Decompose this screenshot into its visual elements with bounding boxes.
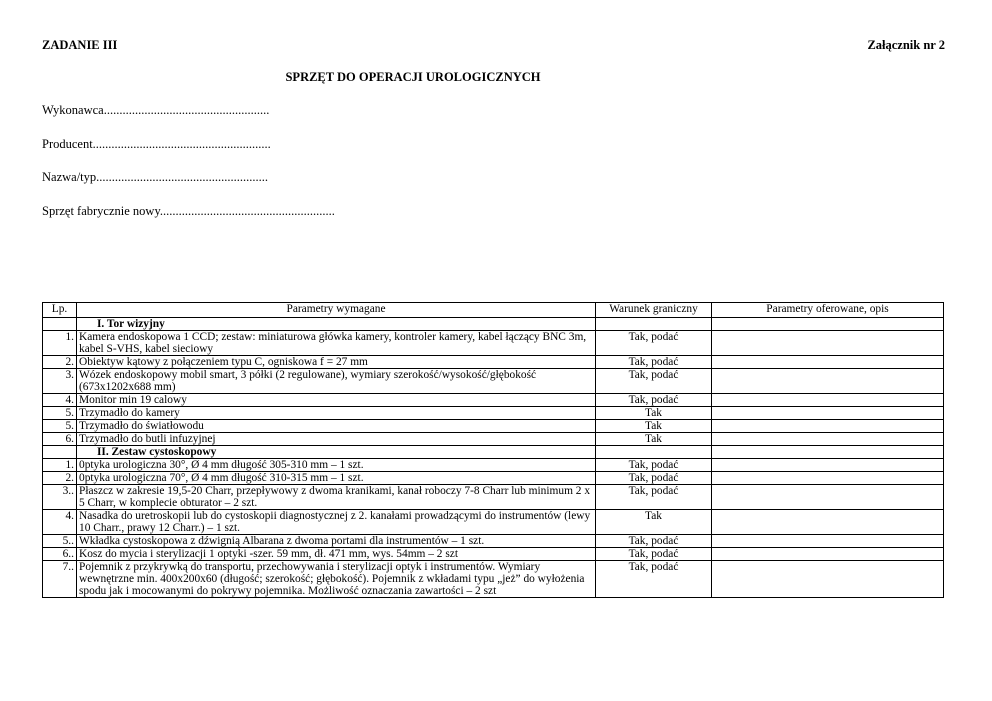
row-number: 6.	[43, 433, 77, 446]
row-offered-input[interactable]	[712, 369, 944, 394]
row-parameter: Nasadka do uretroskopii lub do cystoskopii diagnostycznej z 2. kanałami prowadzącymi do instrumentów (lewy 10 Charr., prawy 12 Charr.) – 1 szt.	[77, 510, 596, 535]
row-offered-input[interactable]	[712, 420, 944, 433]
row-number: 4.	[43, 510, 77, 535]
row-condition: Tak, podać	[596, 331, 712, 356]
row-parameter: Wózek endoskopowy mobil smart, 3 półki (2 regulowane), wymiary szerokość/wysokość/głębokość (673x1202x688 mm)	[77, 369, 596, 394]
section-lp-cell	[43, 446, 77, 459]
table-row	[43, 356, 944, 369]
row-condition: Tak, podać	[596, 535, 712, 548]
section-header-row	[43, 318, 944, 331]
row-offered-input[interactable]	[712, 356, 944, 369]
table-row	[43, 407, 944, 420]
row-offered-input[interactable]	[712, 459, 944, 472]
col-header-lp: Lp.	[43, 303, 77, 318]
row-parameter: Kamera endoskopowa 1 CCD; zestaw: miniaturowa główka kamery, kontroler kamery, kabel łączący BNC 3m, kabel S-VHS, kabel sieciowy	[77, 331, 596, 356]
row-number: 3.	[43, 369, 77, 394]
row-condition: Tak	[596, 407, 712, 420]
row-offered-input[interactable]	[712, 433, 944, 446]
row-number: 5.	[43, 407, 77, 420]
producer-field: Producent.........................................................	[42, 137, 271, 151]
row-condition: Tak	[596, 433, 712, 446]
task-label: ZADANIE III	[42, 38, 118, 52]
row-condition: Tak, podać	[596, 548, 712, 561]
table-row	[43, 510, 944, 535]
attachment-label: Załącznik nr 2	[867, 38, 945, 52]
row-condition: Tak, podać	[596, 394, 712, 407]
row-number: 7..	[43, 561, 77, 598]
new-equipment-field: Sprzęt fabrycznie nowy........................................................	[42, 204, 335, 218]
table-row	[43, 459, 944, 472]
equipment-spec-table	[42, 302, 944, 598]
row-offered-input[interactable]	[712, 472, 944, 485]
table-row	[43, 561, 944, 598]
row-offered-input[interactable]	[712, 535, 944, 548]
table-row	[43, 394, 944, 407]
col-header-params: Parametry wymagane	[77, 303, 596, 318]
col-header-condition: Warunek graniczny	[596, 303, 712, 318]
row-offered-input[interactable]	[712, 485, 944, 510]
table-row	[43, 420, 944, 433]
row-number: 5.	[43, 420, 77, 433]
row-condition: Tak, podać	[596, 485, 712, 510]
document-title: SPRZĘT DO OPERACJI UROLOGICZNYCH	[285, 70, 541, 84]
row-parameter: Obiektyw kątowy z połączeniem typu C, ogniskowa f = 27 mm	[77, 356, 596, 369]
row-parameter: Pojemnik z przykrywką do transportu, przechowywania i sterylizacji optyk i instrumentów. Wymiary wewnętrzne min. 400x200x60 (długość; szerokość; głębokość). Pojemnik z wkładami typu „jeż” do wyłożenia spodu jak i mocowanymi do pokrywy pojemnika. Możliwość oznaczania zawartości – 2 szt	[77, 561, 596, 598]
table-row	[43, 331, 944, 356]
table-row	[43, 548, 944, 561]
row-parameter: Trzymadło do kamery	[77, 407, 596, 420]
row-number: 2.	[43, 356, 77, 369]
section-title: I. Tor wizyjny	[77, 318, 596, 331]
row-number: 1.	[43, 459, 77, 472]
row-number: 3..	[43, 485, 77, 510]
row-offered-input[interactable]	[712, 548, 944, 561]
row-number: 6..	[43, 548, 77, 561]
row-condition: Tak, podać	[596, 459, 712, 472]
section-header-row	[43, 446, 944, 459]
row-number: 4.	[43, 394, 77, 407]
row-offered-input[interactable]	[712, 394, 944, 407]
row-parameter: Płaszcz w zakresie 19,5-20 Charr, przepływowy z dwoma kranikami, kanał roboczy 7-8 Charr lub minimum 2 x 5 Charr, w komplecie obturator – 2 szt.	[77, 485, 596, 510]
table-header-row	[43, 303, 944, 318]
row-parameter: Wkładka cystoskopowa z dźwignią Albarana z dwoma portami dla instrumentów – 1 szt.	[77, 535, 596, 548]
row-parameter: Trzymadło do światłowodu	[77, 420, 596, 433]
row-offered-input[interactable]	[712, 561, 944, 598]
row-condition: Tak, podać	[596, 561, 712, 598]
table-row	[43, 369, 944, 394]
row-condition: Tak, podać	[596, 369, 712, 394]
contractor-field: Wykonawca.....................................................	[42, 103, 270, 117]
row-number: 1.	[43, 331, 77, 356]
row-parameter: Monitor min 19 calowy	[77, 394, 596, 407]
section-condition-cell	[596, 318, 712, 331]
table-row	[43, 433, 944, 446]
row-parameter: 0ptyka urologiczna 30°, Ø 4 mm długość 305-310 mm – 1 szt.	[77, 459, 596, 472]
table-body	[43, 318, 944, 598]
row-number: 2.	[43, 472, 77, 485]
section-condition-cell	[596, 446, 712, 459]
table-row	[43, 535, 944, 548]
section-offered-cell	[712, 318, 944, 331]
row-condition: Tak	[596, 510, 712, 535]
row-condition: Tak, podać	[596, 472, 712, 485]
row-offered-input[interactable]	[712, 331, 944, 356]
section-title: II. Zestaw cystoskopowy	[77, 446, 596, 459]
section-offered-cell	[712, 446, 944, 459]
row-offered-input[interactable]	[712, 510, 944, 535]
section-lp-cell	[43, 318, 77, 331]
col-header-offered: Parametry oferowane, opis	[712, 303, 944, 318]
row-number: 5..	[43, 535, 77, 548]
name-type-field: Nazwa/typ.......................................................	[42, 170, 269, 184]
table-row	[43, 472, 944, 485]
row-offered-input[interactable]	[712, 407, 944, 420]
row-condition: Tak, podać	[596, 356, 712, 369]
row-parameter: Trzymadło do butli infuzyjnej	[77, 433, 596, 446]
row-parameter: 0ptyka urologiczna 70°, Ø 4 mm długość 310-315 mm – 1 szt.	[77, 472, 596, 485]
table-row	[43, 485, 944, 510]
row-parameter: Kosz do mycia i sterylizacji 1 optyki -szer. 59 mm, dł. 471 mm, wys. 54mm – 2 szt	[77, 548, 596, 561]
row-condition: Tak	[596, 420, 712, 433]
